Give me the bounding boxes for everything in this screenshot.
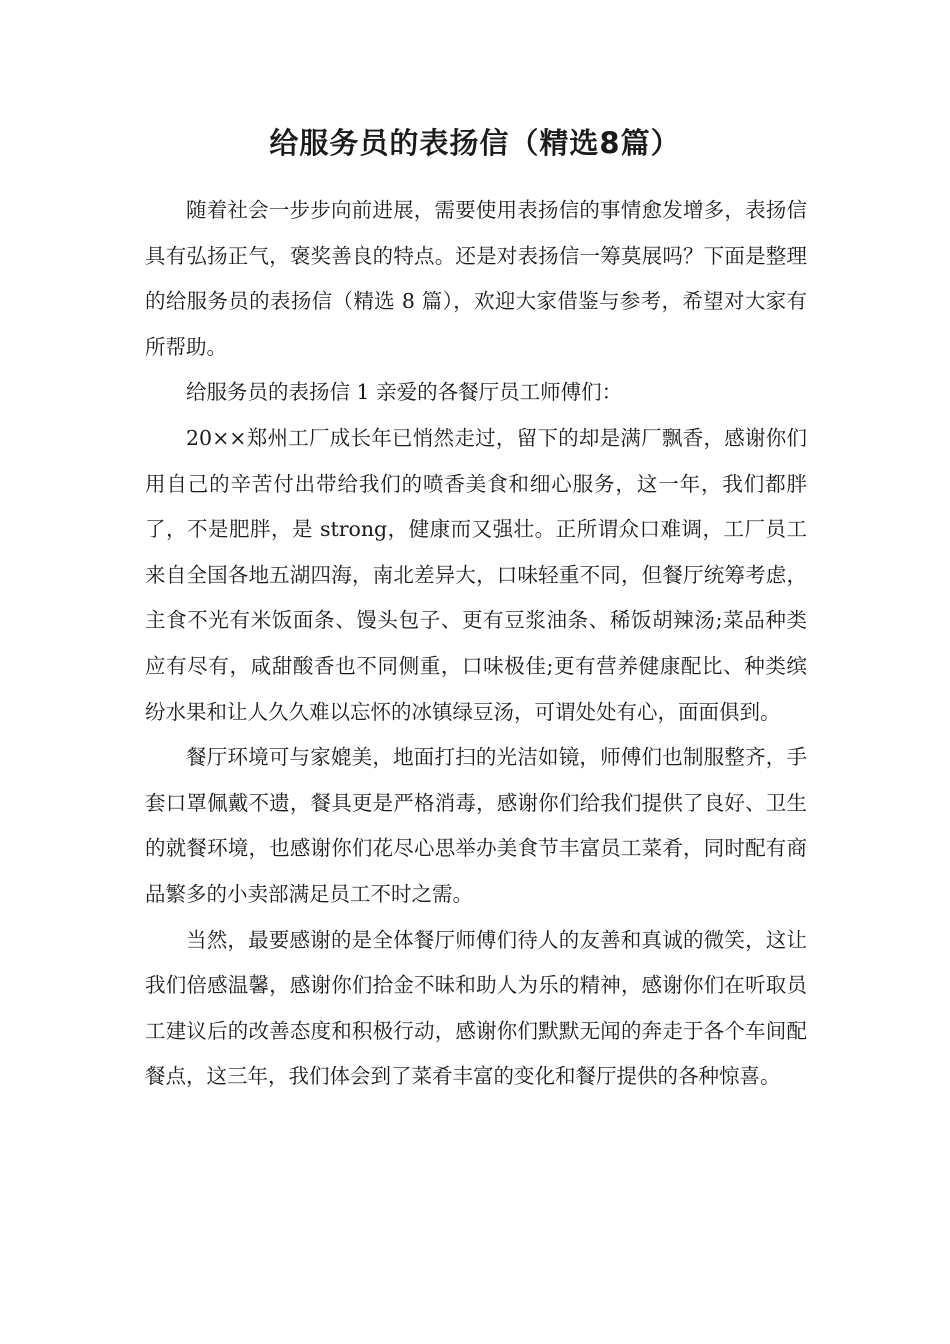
paragraph-environment: 餐厅环境可与家媲美，地面打扫的光洁如镜，师傅们也制服整齐，手套口罩佩戴不遗，餐具更是严格消毒，感谢你们给我们提供了良好、卫生的就餐环境，也感谢你们花尽心思举办美食节丰富员工菜肴，同时配有商品繁多的小卖部满足员工不时之需。 — [145, 745, 807, 906]
paragraph-food: 20××郑州工厂成长年已悄然走过，留下的却是满厂飘香，感谢你们用自己的辛苦付出带给我们的喷香美食和细心服务，这一年，我们都胖了，不是肥胖，是 strong，健康而又强壮。正所谓众口难调，工厂员工来自全国各地五湖四海，南北差异大，口味轻重不同，但餐厅统筹考虑，主食不光有米饭面条、馒头包子、更有豆浆油条、稀饭胡辣汤;菜品种类应有尽有，咸甜酸香也不同侧重，口味极佳;更有营养健康配比、种类缤纷水果和让人久久难以忘怀的冰镇绿豆汤，可谓处处有心，面面俱到。 — [145, 425, 807, 724]
document-title: 给服务员的表扬信（精选8篇） — [269, 126, 681, 160]
paragraph-intro: 随着社会一步步向前进展，需要使用表扬信的事情愈发增多，表扬信具有弘扬正气，褒奖善良的特点。还是对表扬信一筹莫展吗？下面是整理的给服务员的表扬信（精选 8 篇），欢迎大家借鉴与参考，希望对大家有所帮助。 — [145, 198, 807, 359]
document-body — [145, 188, 807, 1100]
paragraph-gratitude: 当然，最要感谢的是全体餐厅师傅们待人的友善和真诚的微笑，这让我们倍感温馨，感谢你们拾金不昧和助人为乐的精神，感谢你们在听取员工建议后的改善态度和积极行动，感谢你们默默无闻的奔走于各个车间配餐点，这三年，我们体会到了菜肴丰富的变化和餐厅提供的各种惊喜。 — [145, 927, 807, 1089]
paragraph-letter-heading: 给服务员的表扬信 1 亲爱的各餐厅员工师傅们： — [186, 380, 623, 405]
